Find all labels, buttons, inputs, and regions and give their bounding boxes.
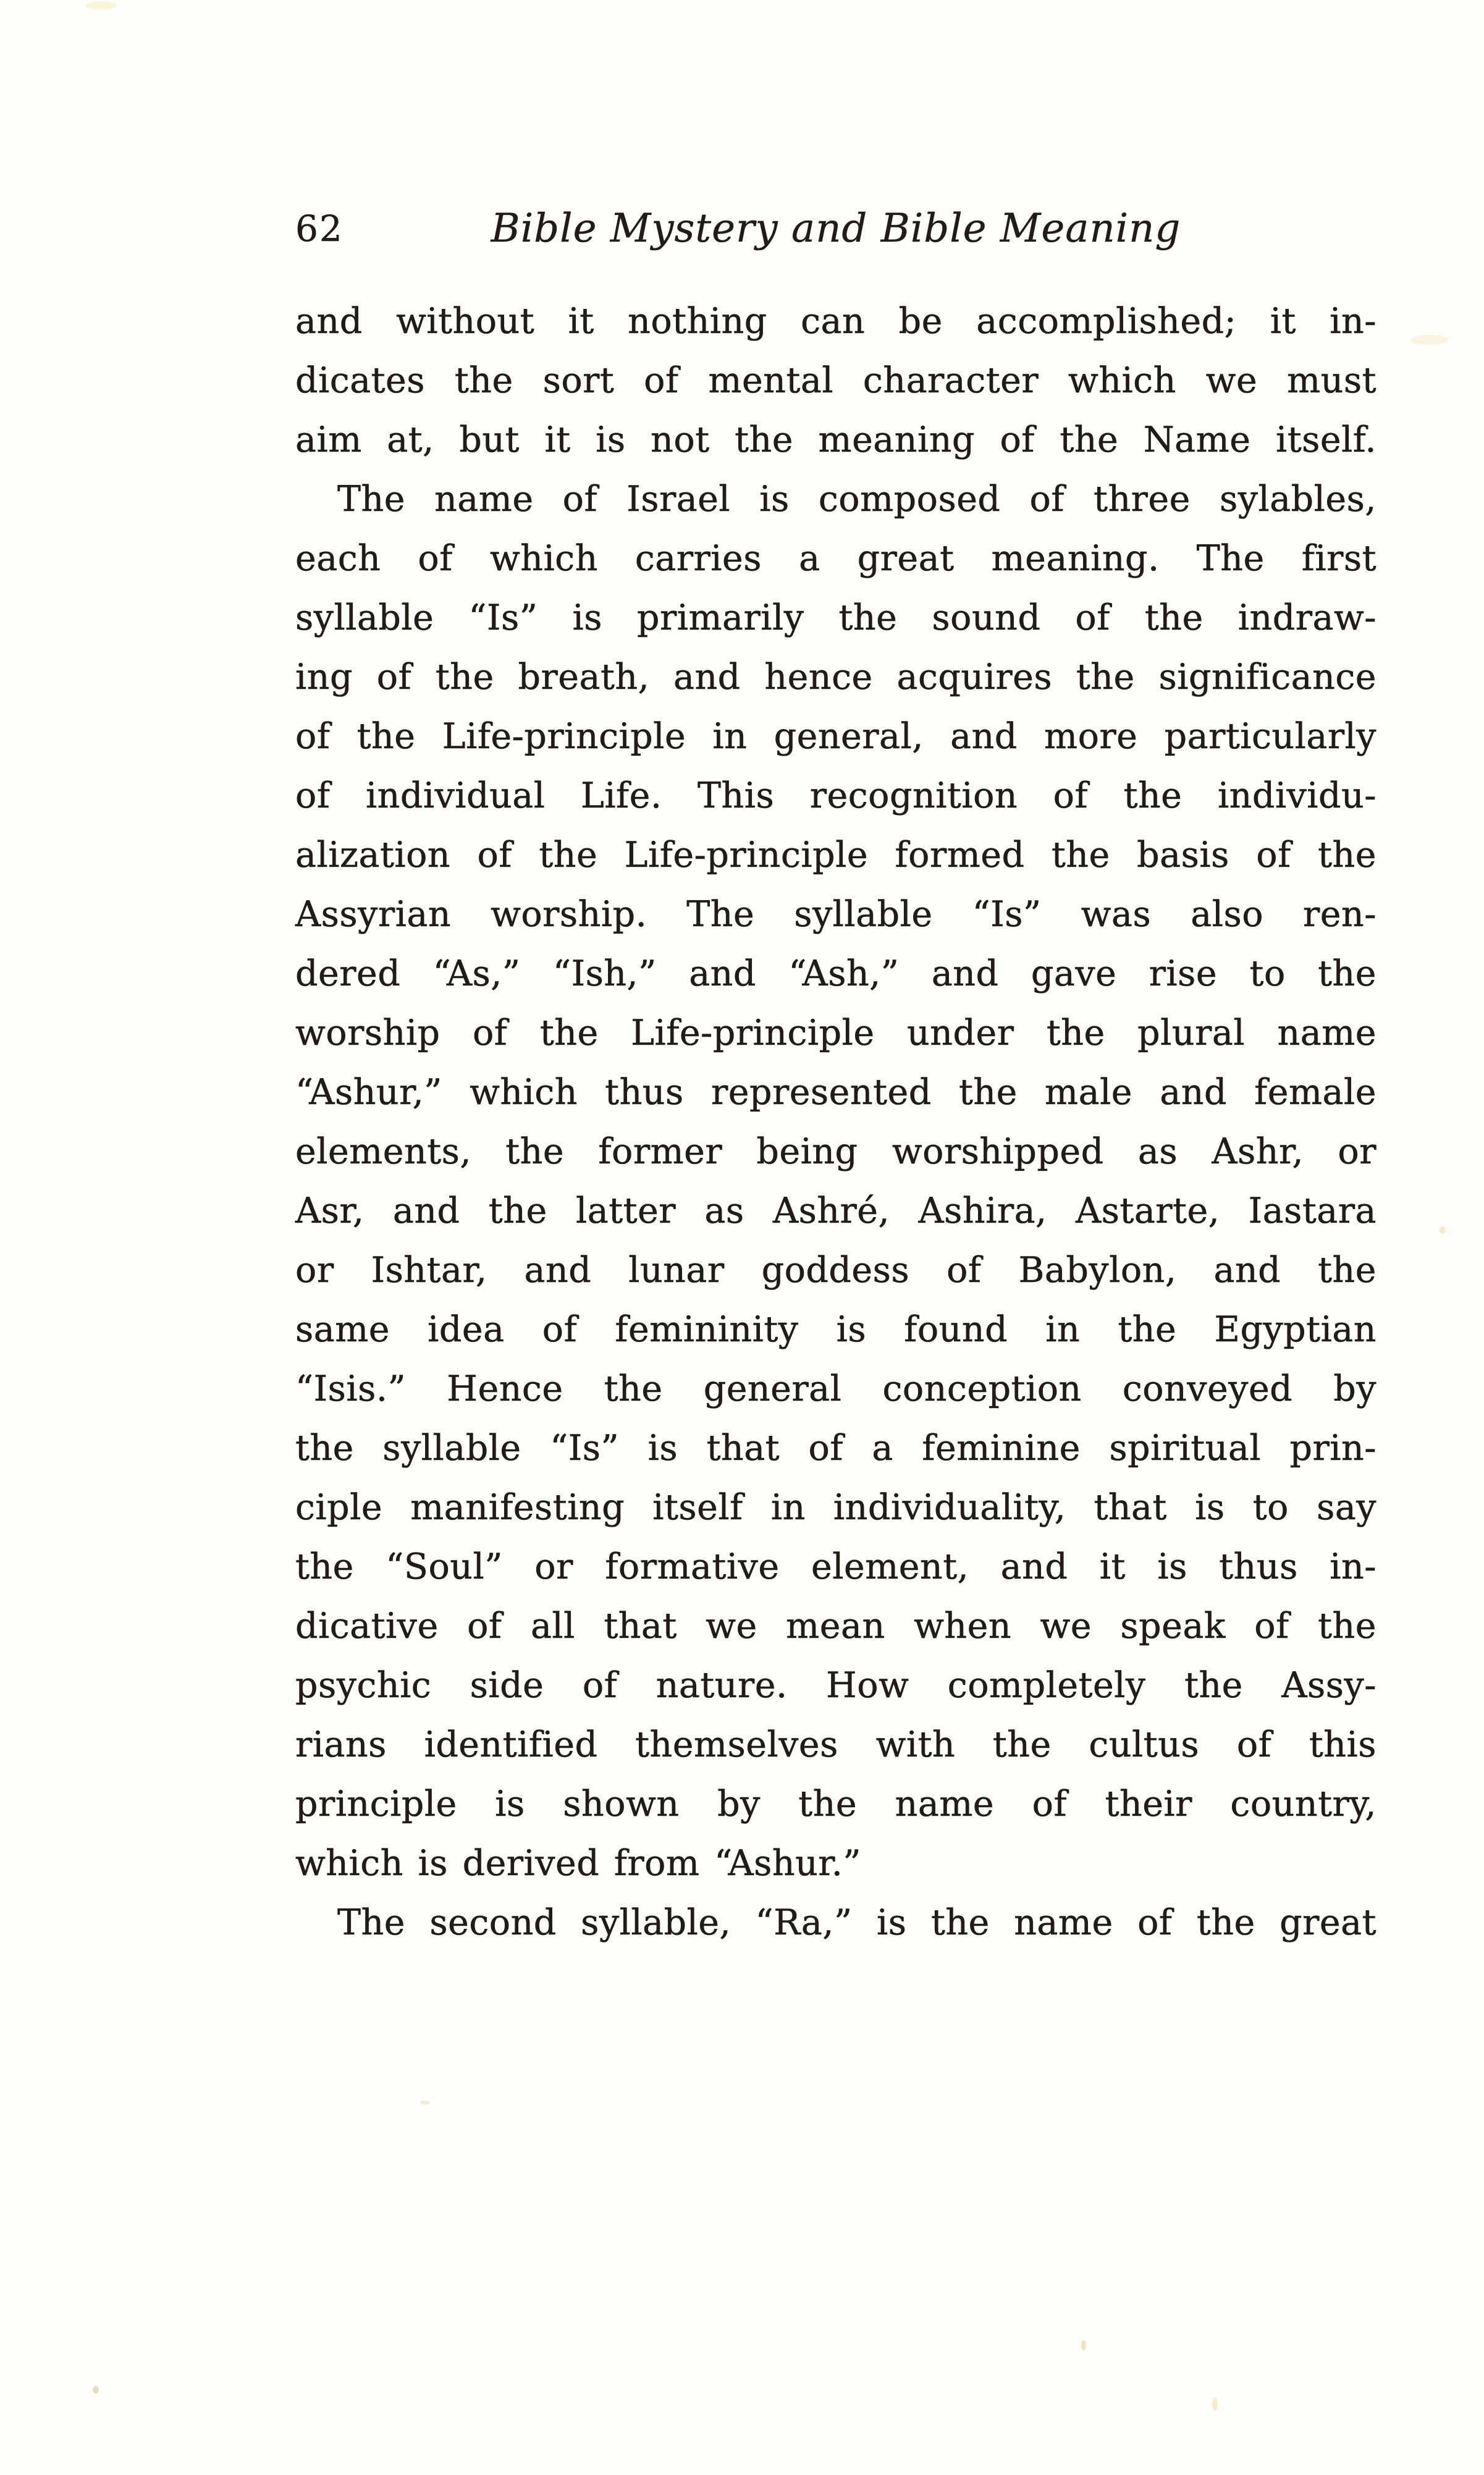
text-line: dicates the sort of mental character which we must <box>295 360 1376 401</box>
text-line: the syllable “Is” is that of a feminine spiritual prin- <box>295 1428 1376 1469</box>
text-line: “Ashur,” which thus represented the male and female <box>295 1072 1376 1113</box>
text-line: psychic side of nature. How completely the Assy- <box>295 1665 1376 1706</box>
text-line: or Ishtar, and lunar goddess of Babylon, and the <box>295 1250 1376 1291</box>
text-line: ing of the breath, and hence acquires the significance <box>295 657 1376 698</box>
page-body <box>295 292 1376 1952</box>
text-line: dered “As,” “Ish,” and “Ash,” and gave rise to the <box>295 953 1376 994</box>
text-line: The name of Israel is composed of three sylables, <box>337 479 1376 520</box>
text-line: which is derived from “Ashur.” <box>295 1843 862 1884</box>
text-line: dicative of all that we mean when we speak of the <box>295 1606 1376 1646</box>
text-line: “Isis.” Hence the general conception conveyed by <box>295 1368 1376 1409</box>
text-line: The second syllable, “Ra,” is the name of the great <box>337 1902 1376 1943</box>
text-line: rians identified themselves with the cultus of this <box>295 1724 1376 1765</box>
text-line: the “Soul” or formative element, and it is thus in- <box>295 1546 1376 1587</box>
page-header <box>295 196 1376 261</box>
text-line: syllable “Is” is primarily the sound of the indraw- <box>295 597 1376 638</box>
paper-speck <box>420 2101 430 2104</box>
text-line: of individual Life. This recognition of the individu- <box>295 775 1376 816</box>
paper-speck <box>1212 2397 1218 2411</box>
text-line: same idea of femininity is found in the Egyptian <box>295 1309 1376 1350</box>
text-line: aim at, but it is not the meaning of the Name itself. <box>295 420 1376 460</box>
text-line: ciple manifesting itself in individuality, that is to say <box>295 1487 1376 1528</box>
text-line: Assyrian worship. The syllable “Is” was also ren- <box>295 894 1376 935</box>
text-line: worship of the Life-principle under the plural name <box>295 1013 1376 1053</box>
paper-speck <box>1440 1226 1446 1234</box>
text-line: of the Life-principle in general, and more particularly <box>295 716 1376 757</box>
text-line: Asr, and the latter as Ashré, Ashira, Astarte, Iastara <box>295 1191 1376 1231</box>
text-line: alization of the Life-principle formed the basis of the <box>295 835 1376 875</box>
text-line: elements, the former being worshipped as Ashr, or <box>295 1131 1376 1172</box>
page-number: 62 <box>295 208 344 250</box>
paper-speck <box>1411 335 1448 345</box>
text-line: principle is shown by the name of their country, <box>295 1784 1376 1824</box>
paper-speck <box>93 2386 99 2393</box>
paper-speck <box>1081 2340 1086 2350</box>
text-line: each of which carries a great meaning. The first <box>295 538 1376 579</box>
running-title: Bible Mystery and Bible Meaning <box>491 206 1181 251</box>
paper-speck <box>86 1 116 10</box>
text-line: and without it nothing can be accomplished; it in- <box>295 301 1376 342</box>
